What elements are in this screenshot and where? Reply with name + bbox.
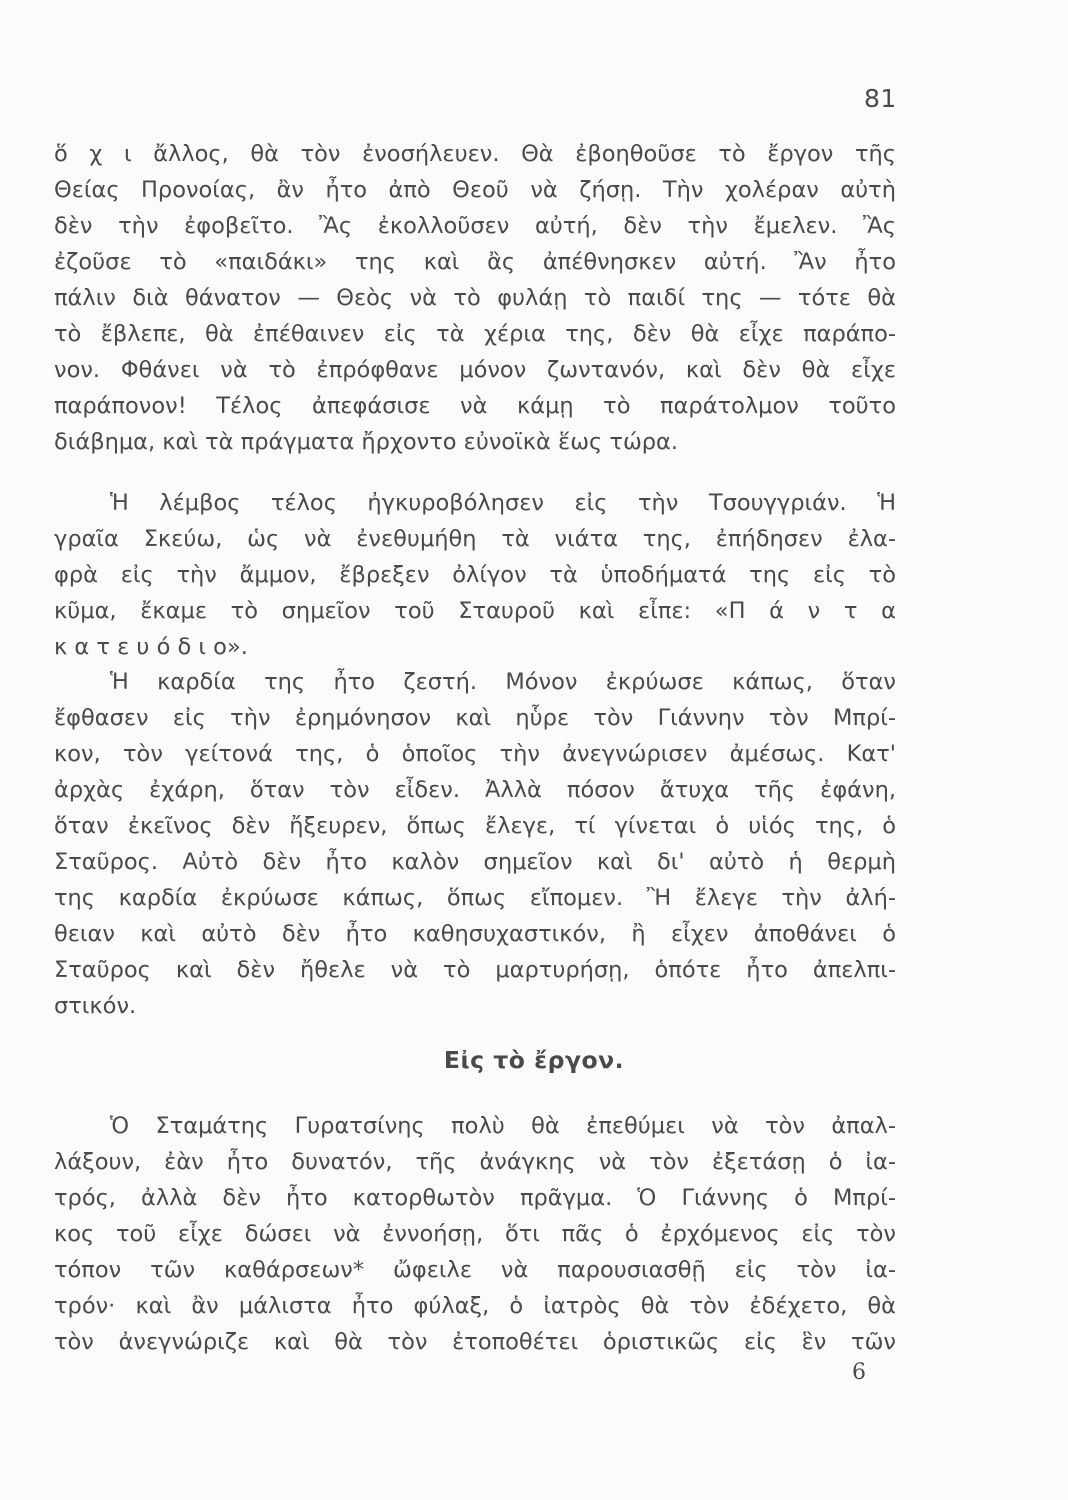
text-line: νον. Φθάνει νὰ τὸ ἐπρόφθανε μόνον ζωντανόν, καὶ δὲν θὰ εἶχε	[54, 357, 896, 383]
text-line: ἀρχὰς ἐχάρη, ὅταν τὸν εἶδεν. Ἀλλὰ πόσον ἄτυχα τῆς ἐφάνη,	[54, 777, 896, 803]
text-line: θειαν καὶ αὐτὸ δὲν ἦτο καθησυχαστικόν, ἢ εἶχεν ἀποθάνει ὁ	[54, 921, 896, 947]
text-line: φρὰ εἰς τὴν ἄμμον, ἔβρεξεν ὀλίγον τὰ ὑποδήματά της εἰς τὸ	[54, 562, 896, 588]
text-line: κ α τ ε υ ό δ ι ο».	[54, 634, 248, 660]
text-line: παράπονον! Τέλος ἀπεφάσισε νὰ κάμῃ τὸ παράτολμον τοῦτο	[54, 393, 896, 419]
text-line: στικόν.	[54, 993, 137, 1019]
text-line: της καρδία ἐκρύωσε κάπως, ὅπως εἴπομεν. Ἢ ἔλεγε τὴν ἀλή-	[54, 885, 896, 911]
text-line: τρόν· καὶ ἂν μάλιστα ἦτο φύλαξ, ὁ ἰατρὸς θὰ τὸν ἐδέχετο, θὰ	[54, 1293, 896, 1319]
text-line: τόπον τῶν καθάρσεων* ὤφειλε νὰ παρουσιασθῇ εἰς τὸν ἰα-	[54, 1257, 896, 1283]
text-line: λάξουν, ἐὰν ἦτο δυνατόν, τῆς ἀνάγκης νὰ τὸν ἐξετάσῃ ὁ ἰα-	[54, 1149, 896, 1175]
text-line: γραῖα Σκεύω, ὡς νὰ ἐνεθυμήθη τὰ νιάτα της, ἐπήδησεν ἐλα-	[54, 526, 896, 552]
text-line: κος τοῦ εἶχε δώσει νὰ ἐννοήσῃ, ὅτι πᾶς ὁ ἐρχόμενος εἰς τὸν	[54, 1221, 896, 1247]
text-line: Σταῦρος καὶ δὲν ἤθελε νὰ τὸ μαρτυρήσῃ, ὁπότε ἦτο ἀπελπι-	[54, 957, 896, 983]
text-line: Θείας Προνοίας, ἂν ἦτο ἀπὸ Θεοῦ νὰ ζήσῃ. Τὴν χολέραν αὐτὴ	[54, 177, 896, 203]
text-line: διάβημα, καὶ τὰ πράγματα ἤρχοντο εὐνοϊκὰ ἕως τώρα.	[54, 429, 679, 455]
text-line: Ὁ Σταμάτης Γυρατσίνης πολὺ θὰ ἐπεθύμει νὰ τὸν ἀπαλ-	[110, 1113, 896, 1139]
section-heading: Εἰς τὸ ἔργον.	[443, 1046, 625, 1074]
text-line: τὸ ἔβλεπε, θὰ ἐπέθαινεν εἰς τὰ χέρια της, δὲν θὰ εἶχε παράπο-	[54, 321, 896, 347]
signature-mark: 6	[852, 1360, 866, 1385]
text-line: ὅ χ ι ἄλλος, θὰ τὸν ἐνοσήλευεν. Θὰ ἐβοηθοῦσε τὸ ἔργον τῆς	[54, 141, 896, 167]
text-line: Ἡ λέμβος τέλος ἠγκυροβόλησεν εἰς τὴν Τσουγγριάν. Ἡ	[110, 490, 896, 516]
text-line: τὸν ἀνεγνώριζε καὶ θὰ τὸν ἐτοποθέτει ὁριστικῶς εἰς ἓν τῶν	[54, 1329, 896, 1355]
text-line: δὲν τὴν ἐφοβεῖτο. Ἂς ἐκολλοῦσεν αὐτή, δὲν τὴν ἔμελεν. Ἂς	[54, 213, 896, 239]
text-line: κῦμα, ἔκαμε τὸ σημεῖον τοῦ Σταυροῦ καὶ εἶπε: «Π ά ν τ α	[54, 598, 896, 624]
text-line: τρός, ἀλλὰ δὲν ἦτο κατορθωτὸν πρᾶγμα. Ὁ Γιάννης ὁ Μπρί-	[54, 1185, 896, 1211]
text-line: κον, τὸν γείτονά της, ὁ ὁποῖος τὴν ἀνεγνώρισεν ἀμέσως. Κατ'	[54, 741, 896, 767]
text-line: ἐζοῦσε τὸ «παιδάκι» της καὶ ἂς ἀπέθνησκεν αὐτή. Ἂν ἦτο	[54, 249, 896, 275]
text-line: Σταῦρος. Αὐτὸ δὲν ἦτο καλὸν σημεῖον καὶ δι' αὐτὸ ἡ θερμὴ	[54, 849, 896, 875]
text-line: πάλιν διὰ θάνατον — Θεὸς νὰ τὸ φυλάῃ τὸ παιδί της — τότε θὰ	[54, 285, 896, 311]
text-line: ὅταν ἐκεῖνος δὲν ἤξευρεν, ὅπως ἔλεγε, τί γίνεται ὁ υἱός της, ὁ	[54, 813, 896, 839]
text-line: Ἡ καρδία της ἦτο ζεστή. Μόνον ἐκρύωσε κάπως, ὅταν	[110, 669, 896, 695]
page-number: 81	[864, 84, 897, 113]
text-line: ἔφθασεν εἰς τὴν ἐρημόνησον καὶ ηὗρε τὸν Γιάννην τὸν Μπρί-	[54, 705, 896, 731]
